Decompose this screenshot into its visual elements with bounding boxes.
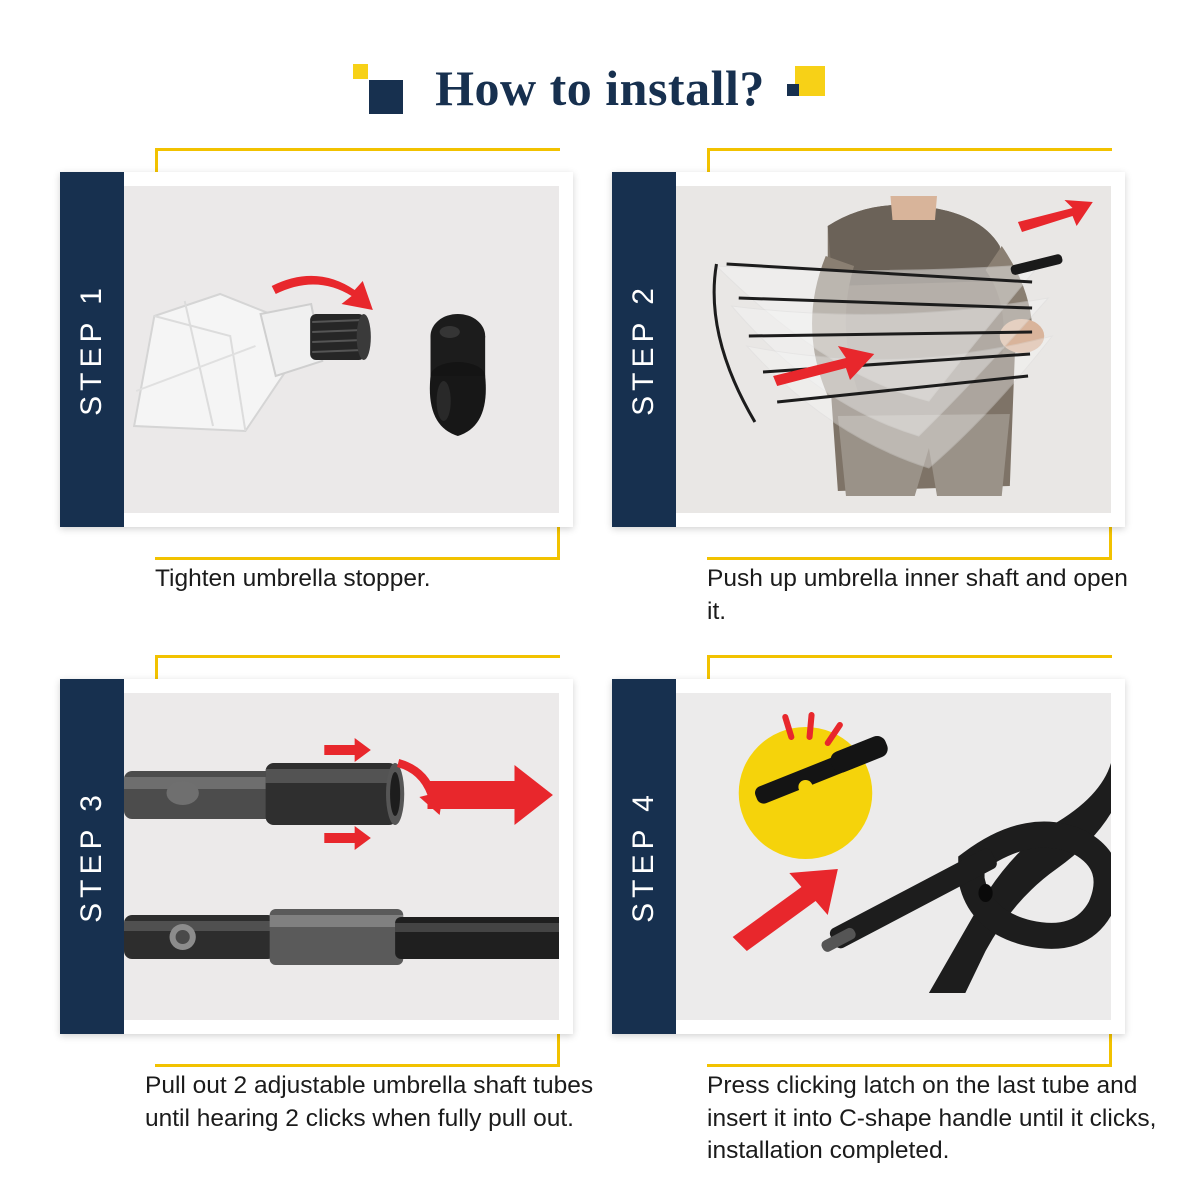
umbrella-stopper-illustration [124,186,559,513]
diamond-yellow-large-icon [795,66,825,96]
diamond-navy-large-icon [369,80,403,114]
step-tab-label-1: STEP 1 [75,283,108,416]
step-photo-block-4 [612,679,1125,1034]
step-caption-4: Press clicking latch on the last tube and insert it into C-shape handle until it clicks, installation completed. [707,1072,1157,1165]
step-photo-block-1 [60,172,573,527]
step-tab-label-4: STEP 4 [627,790,660,923]
diamond-navy-small-icon [787,84,799,96]
header-right-decoration [787,58,847,118]
step-image-3 [124,693,559,1020]
person-opening-umbrella-illustration [676,186,1111,513]
c-handle-latch-illustration [676,693,1111,1020]
page-header [0,48,1200,128]
diamond-yellow-small-icon [353,64,368,79]
step-card-3 [60,655,594,1175]
step-photo-block-2 [612,172,1125,527]
page-title: How to install? [435,60,765,116]
step-image-4 [676,693,1111,1020]
shaft-tubes-illustration [124,693,559,1020]
step-caption-1: Tighten umbrella stopper. [155,565,431,592]
step-tab-1 [60,172,124,527]
step-tab-3 [60,679,124,1034]
step-tab-4 [612,679,676,1034]
step-card-2 [612,148,1128,628]
step-tab-label-3: STEP 3 [75,790,108,923]
header-left-decoration [353,58,413,118]
step-card-1 [60,148,560,628]
step-photo-block-3 [60,679,573,1034]
step-image-1 [124,186,559,513]
step-tab-2 [612,172,676,527]
step-image-2 [676,186,1111,513]
step-card-4 [612,655,1157,1175]
step-caption-2: Push up umbrella inner shaft and open it. [707,565,1128,625]
step-caption-3: Pull out 2 adjustable umbrella shaft tubes until hearing 2 clicks when fully pull out. [145,1072,594,1132]
step-tab-label-2: STEP 2 [627,283,660,416]
